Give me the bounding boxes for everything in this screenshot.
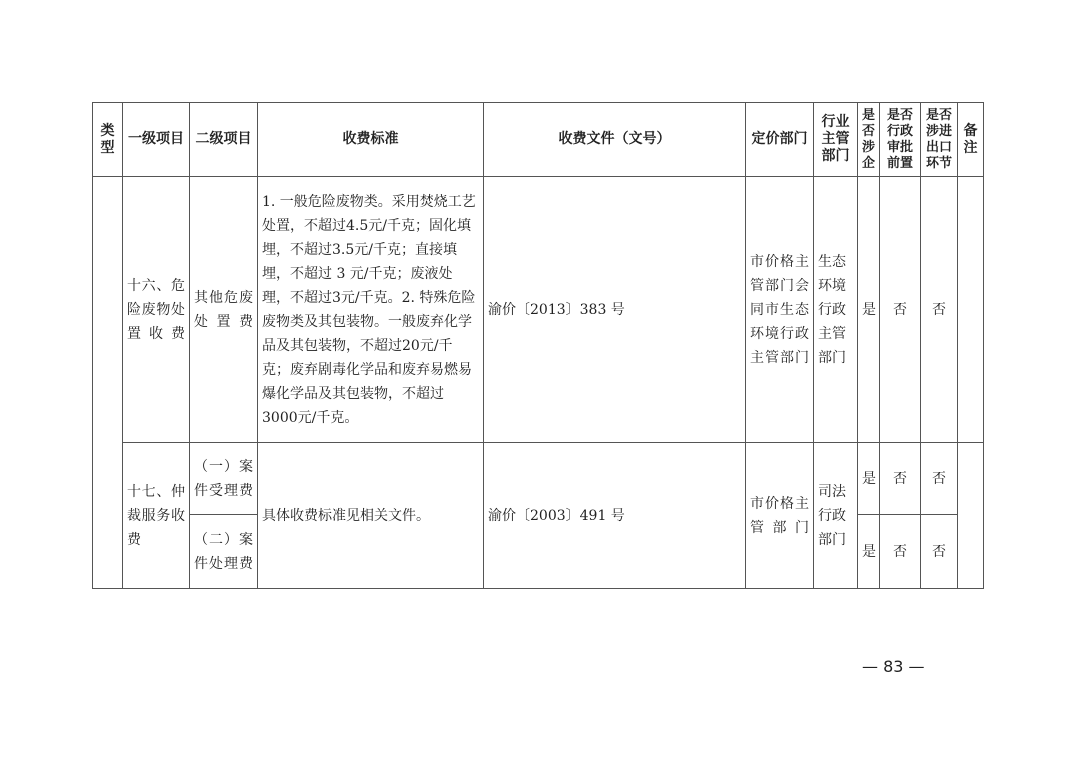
table-row-arbitration-a [93,443,984,515]
header-standard: 收费标准 [258,103,484,177]
header-level2: 二级项目 [190,103,258,177]
header-type: 类型 [93,103,123,177]
import-export-cell: 否 [921,515,958,589]
header-document: 收费文件（文号） [484,103,746,177]
pricing-dept-cell: 市价格主管部门 [746,443,814,589]
admin-approval-cell: 否 [880,515,921,589]
standard-cell: 1. 一般危险废物类。采用焚烧工艺处置，不超过4.5元/千克；固化填埋，不超过3.5元/千克；直接填埋，不超过 3 元/千克；废液处理，不超过3元/千克。2. 特殊危险废物类及其包装物。一般废弃化学品及其包装物，不超过20元/千克；废弃剧毒化学品和废弃易燃易爆化学品及其包装物，不超过3000元/千克。 [258,177,484,443]
type-cell [93,177,123,589]
import-export-cell: 否 [921,177,958,443]
header-admin-approval: 是否行政审批前置 [880,103,921,177]
level1-cell: 十七、仲裁服务收费 [123,443,190,589]
involves-enterprise-cell: 是 [858,443,880,515]
pricing-dept-cell: 市价格主管部门会同市生态环境行政主管部门 [746,177,814,443]
table-header-row [93,103,984,177]
standard-cell: 具体收费标准见相关文件。 [258,443,484,589]
header-remarks: 备注 [958,103,984,177]
involves-enterprise-cell: 是 [858,515,880,589]
admin-approval-cell: 否 [880,177,921,443]
remarks-cell [958,443,984,589]
level1-cell: 十六、危险废物处置收费 [123,177,190,443]
level2-cell: 其他危废处置费 [190,177,258,443]
industry-dept-cell: 司法行政部门 [814,443,858,589]
header-involves-enterprise: 是否涉企 [858,103,880,177]
header-pricing-dept: 定价部门 [746,103,814,177]
header-import-export: 是否涉进出口环节 [921,103,958,177]
admin-approval-cell: 否 [880,443,921,515]
level2-cell: （二）案件处理费 [190,515,258,589]
page-number: — 83 — [862,657,925,676]
table-row-hazardous [93,177,984,443]
document-cell: 渝价〔2003〕491 号 [484,443,746,589]
header-industry-dept: 行业主管部门 [814,103,858,177]
remarks-cell [958,177,984,443]
document-cell: 渝价〔2013〕383 号 [484,177,746,443]
level2-cell: （一）案件受理费 [190,443,258,515]
header-level1: 一级项目 [123,103,190,177]
import-export-cell: 否 [921,443,958,515]
industry-dept-cell: 生态环境行政主管部门 [814,177,858,443]
involves-enterprise-cell: 是 [858,177,880,443]
fee-table [92,102,984,589]
